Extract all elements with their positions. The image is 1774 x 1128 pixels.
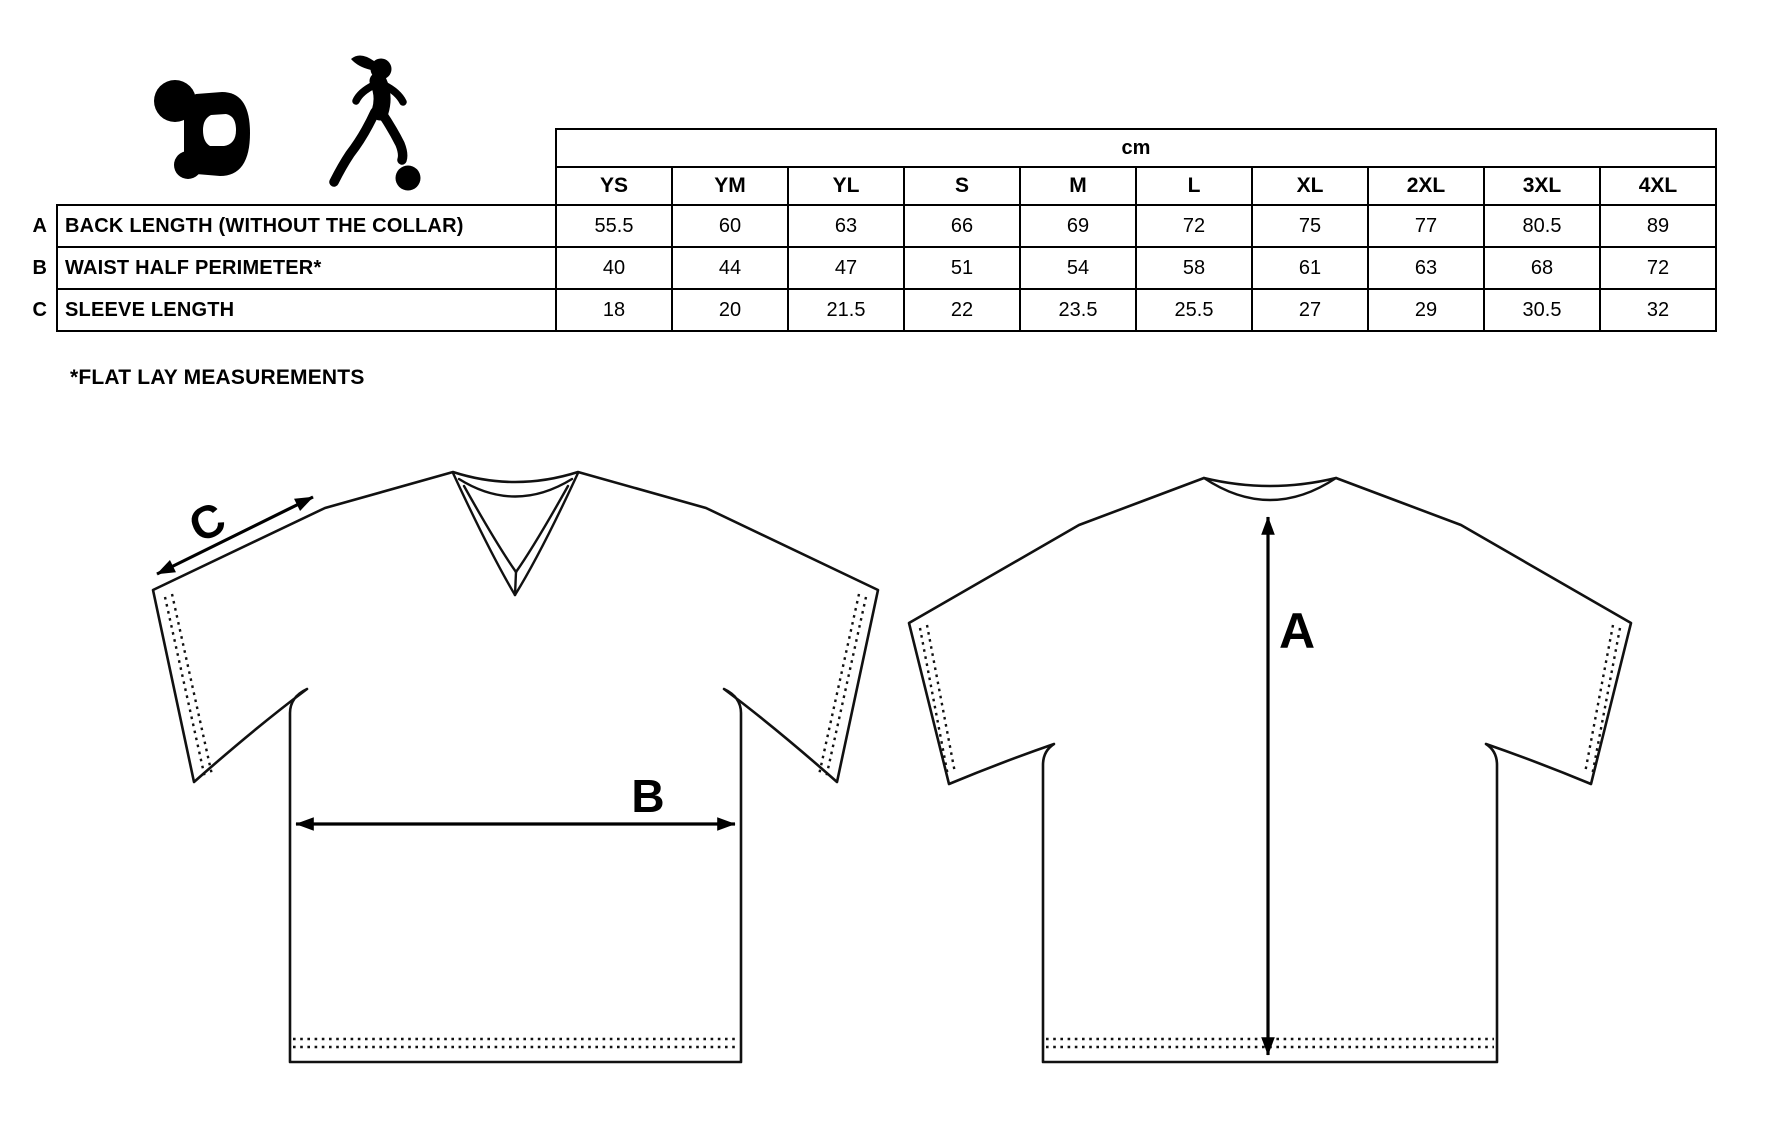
value-cell: 77 <box>1368 205 1484 247</box>
value-cell: 27 <box>1252 289 1368 331</box>
value-cell: 66 <box>904 205 1020 247</box>
value-cell: 40 <box>556 247 672 289</box>
value-cell: 23.5 <box>1020 289 1136 331</box>
value-cell: 72 <box>1136 205 1252 247</box>
column-header-ys: YS <box>556 167 672 205</box>
front-shirt-drawing <box>0 0 878 1062</box>
row-letter: A <box>32 214 47 237</box>
column-header-s: S <box>904 167 1020 205</box>
value-cell: 32 <box>1600 289 1716 331</box>
back-shirt-drawing <box>909 478 1631 1062</box>
row-label: BACK LENGTH (WITHOUT THE COLLAR) <box>57 205 556 247</box>
value-cell: 80.5 <box>1484 205 1600 247</box>
value-cell: 68 <box>1484 247 1600 289</box>
value-cell: 89 <box>1600 205 1716 247</box>
value-cell: 21.5 <box>788 289 904 331</box>
value-cell: 44 <box>672 247 788 289</box>
value-cell: 75 <box>1252 205 1368 247</box>
value-cell: 72 <box>1600 247 1716 289</box>
row-letter: B <box>32 256 47 279</box>
value-cell: 47 <box>788 247 904 289</box>
value-cell: 61 <box>1252 247 1368 289</box>
column-header-ym: YM <box>672 167 788 205</box>
column-header-yl: YL <box>788 167 904 205</box>
value-cell: 69 <box>1020 205 1136 247</box>
value-cell: 20 <box>672 289 788 331</box>
flat-lay-footnote: *FLAT LAY MEASUREMENTS <box>70 366 365 389</box>
row-letter: C <box>32 298 47 321</box>
value-cell: 58 <box>1136 247 1252 289</box>
value-cell: 25.5 <box>1136 289 1252 331</box>
value-cell: 51 <box>904 247 1020 289</box>
column-header-3xl: 3XL <box>1484 167 1600 205</box>
value-cell: 30.5 <box>1484 289 1600 331</box>
row-label: WAIST HALF PERIMETER* <box>57 247 556 289</box>
value-cell: 55.5 <box>556 205 672 247</box>
dimension-label-a: A <box>1278 603 1316 659</box>
row-label: SLEEVE LENGTH <box>57 289 556 331</box>
column-header-4xl: 4XL <box>1600 167 1716 205</box>
dimension-label-b: B <box>631 770 665 822</box>
column-header-2xl: 2XL <box>1368 167 1484 205</box>
value-cell: 63 <box>1368 247 1484 289</box>
value-cell: 22 <box>904 289 1020 331</box>
column-header-m: M <box>1020 167 1136 205</box>
value-cell: 29 <box>1368 289 1484 331</box>
dimension-label-c: C <box>180 491 234 553</box>
column-header-l: L <box>1136 167 1252 205</box>
unit-cell: cm <box>556 129 1716 167</box>
value-cell: 63 <box>788 205 904 247</box>
value-cell: 60 <box>672 205 788 247</box>
value-cell: 54 <box>1020 247 1136 289</box>
value-cell: 18 <box>556 289 672 331</box>
column-header-xl: XL <box>1252 167 1368 205</box>
